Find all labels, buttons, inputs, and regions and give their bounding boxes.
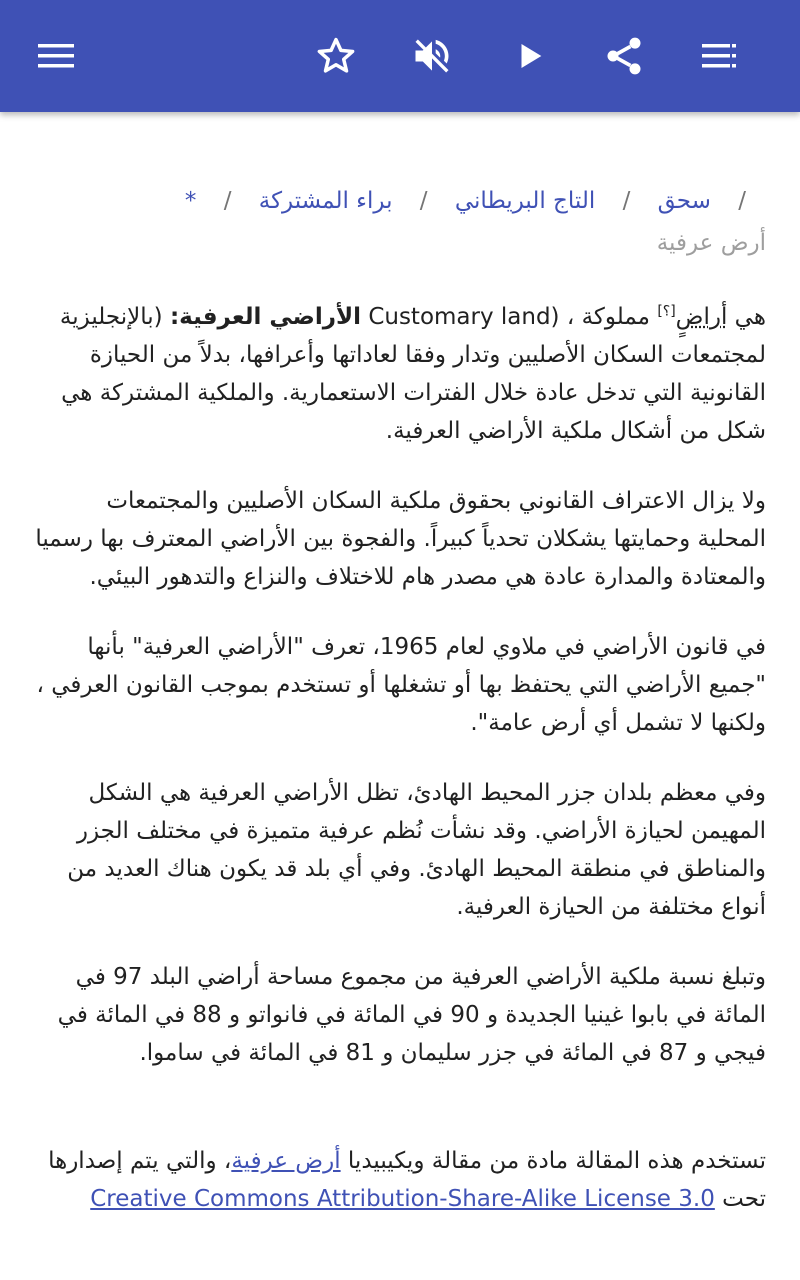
breadcrumb-current: أرض عرفية: [656, 230, 766, 256]
paragraph: وتبلغ نسبة ملكية الأراضي العرفية من مجموع مساحة أراضي البلد 97 في المائة في بابوا غينيا الجديدة و 90 في المائة في فانواتو و 88 في المائة في فيجي و 87 في المائة في جزر سليمان و 81 في المائة في ساموا.: [57, 964, 766, 1066]
citation-marker[interactable]: [؟]: [657, 303, 676, 320]
text: ، والتي يتم إصدارها تحت: [48, 1148, 766, 1212]
text: هي: [727, 304, 766, 330]
breadcrumb: [34, 180, 766, 264]
paragraph: ولا يزال الاعتراف القانوني بحقوق ملكية السكان الأصليين والمجتمعات المحلية وحمايتها يشكلان تحدياً كبيراً. والفجوة بين الأراضي المعترف بها رسميا والمعتادة والمدارة عادة هي مصدر هام للاختلاف والنزاع والتدهور البيئي.: [35, 488, 766, 590]
play-icon[interactable]: [502, 28, 558, 84]
text: تستخدم هذه المقالة مادة من مقالة ويكيبيديا: [340, 1148, 766, 1174]
attribution-note: [34, 1142, 766, 1218]
article-content: [0, 112, 800, 1280]
text: مملوكة ،: [566, 304, 658, 330]
playlist-icon[interactable]: [692, 28, 748, 84]
breadcrumb-separator: /: [622, 188, 631, 214]
menu-icon[interactable]: [28, 28, 84, 84]
breadcrumb-link[interactable]: *: [184, 188, 197, 214]
breadcrumb-link[interactable]: التاج البريطاني: [454, 188, 596, 214]
share-icon[interactable]: [596, 28, 652, 84]
star-icon[interactable]: [308, 28, 364, 84]
volume-off-icon[interactable]: [404, 28, 460, 84]
source-article-link[interactable]: أرض عرفية: [231, 1148, 341, 1174]
breadcrumb-separator: /: [738, 188, 746, 214]
app-toolbar: [0, 0, 800, 112]
breadcrumb-link[interactable]: براء المشتركة: [258, 188, 393, 214]
text: (بالإنجليزية لمجتمعات السكان الأصليين وتدار وفقا لعاداتها وأعرافها، بدلاً من الحيازة القانونية التي تدخل عادة خلال الفترات الاستعمارية. والملكية المشتركة هي شكل من أشكال ملكية الأراضي العرفية.: [59, 304, 766, 444]
term-link[interactable]: أراضٍ: [675, 304, 728, 330]
breadcrumb-separator: /: [419, 188, 428, 214]
paragraph: [34, 298, 766, 450]
paragraph: في قانون الأراضي في ملاوي لعام 1965، تعرف "الأراضي العرفية" بأنها "جميع الأراضي التي يحتفظ بها أو تشغلها أو تستخدم بموجب القانون العرفي ، ولكنها لا تشمل أي أرض عامة".: [36, 634, 766, 736]
breadcrumb-link[interactable]: سحق: [657, 188, 711, 214]
license-link[interactable]: Creative Commons Attribution-Share-Alike License 3.0: [90, 1186, 715, 1212]
english-term: Customary land): [368, 304, 560, 330]
breadcrumb-separator: /: [223, 188, 232, 214]
article-body: [34, 298, 766, 1104]
paragraph: وفي معظم بلدان جزر المحيط الهادئ، تظل الأراضي العرفية هي الشكل المهيمن لحيازة الأراضي. وقد نشأت نُظم عرفية متميزة في مختلف الجزر والمناطق في منطقة المحيط الهادئ. وفي أي بلد قد يكون هناك العديد من أنواع مختلفة من الحيازة العرفية.: [67, 780, 766, 920]
bold-term: :الأراضي العرفية: [169, 304, 361, 330]
